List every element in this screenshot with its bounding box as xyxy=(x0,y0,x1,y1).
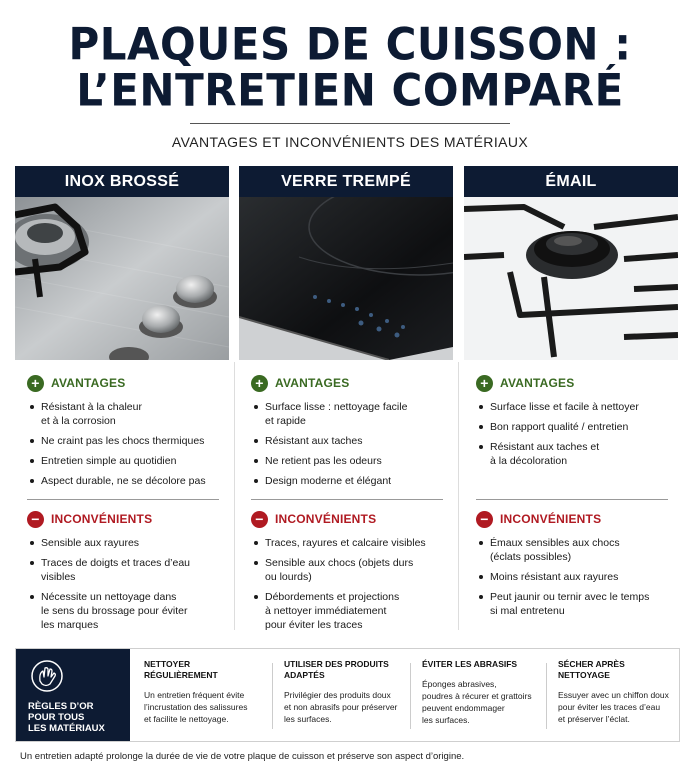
list-item-line: Résistant aux taches xyxy=(265,435,363,447)
column-title: VERRE TREMPÉ xyxy=(239,166,453,197)
golden-rule-text-line: les surfaces. xyxy=(422,715,470,725)
enamel-cooktop-photo xyxy=(464,197,678,360)
list-item xyxy=(27,556,227,584)
list-item xyxy=(251,454,451,468)
list-item-line: si mal entretenu xyxy=(490,605,565,617)
pros-heading xyxy=(476,374,676,392)
subtitle: AVANTAGES ET INCONVÉNIENTS DES MATÉRIAUX xyxy=(171,134,529,150)
golden-rule-text-line: l’incrustation des salissures xyxy=(144,702,248,712)
list-item xyxy=(27,474,227,488)
inox-cooktop-photo xyxy=(15,197,229,360)
page-title xyxy=(0,18,700,117)
pros-section xyxy=(251,374,451,494)
column-title: INOX BROSSÉ xyxy=(15,166,229,197)
list-item xyxy=(27,434,227,448)
section-label: INCONVÉNIENTS xyxy=(500,512,602,526)
golden-rule-text-line: poudres à récurer et grattoirs xyxy=(422,691,532,701)
pros-section xyxy=(27,374,227,494)
list-item xyxy=(251,536,451,550)
golden-rules-band xyxy=(15,648,680,742)
golden-rule-title-line: ADAPTÉS xyxy=(284,670,325,680)
list-item-line: Traces, rayures et calcaire visibles xyxy=(265,537,426,549)
section-separator xyxy=(251,499,443,500)
list-item-line: Résistant aux taches et xyxy=(490,441,600,453)
list-item-line: Design moderne et élégant xyxy=(265,475,392,487)
golden-rule-text-line: Essuyer avec un chiffon doux xyxy=(558,690,669,700)
list-item-line: Surface lisse et facile à nettoyer xyxy=(490,401,639,413)
golden-rule-text-line: et non abrasifs pour préserver xyxy=(284,702,398,712)
list-item-line: Ne retient pas les odeurs xyxy=(265,455,382,467)
list-item-line: Sensible aux chocs (objets durs xyxy=(265,557,414,569)
list-item xyxy=(476,440,676,468)
golden-rule-text-line: et préserver l’éclat. xyxy=(558,714,630,724)
cons-list xyxy=(251,536,451,632)
golden-rule-title xyxy=(558,659,670,681)
list-item-line: visibles xyxy=(41,571,76,583)
footer-note: Un entretien adapté prolonge la durée de vie de votre plaque de cuisson et préserve son aspect d’origine. xyxy=(20,751,465,762)
list-item xyxy=(251,556,451,584)
pros-list xyxy=(476,400,676,468)
glass-cooktop-photo xyxy=(239,197,453,360)
golden-rule-title xyxy=(284,659,400,681)
title-line-2: L’ENTRETIEN COMPARÉ xyxy=(76,64,624,117)
title-rule xyxy=(190,123,510,124)
list-item-line: Peut jaunir ou ternir avec le temps xyxy=(490,591,650,603)
golden-rule-title-line: ÉVITER LES ABRASIFS xyxy=(422,659,518,669)
list-item-line: pour éviter les traces xyxy=(265,619,363,631)
list-item xyxy=(251,434,451,448)
list-item-line: Nécessite un nettoyage dans xyxy=(41,591,177,603)
list-item-line: le sens du brossage pour éviter xyxy=(41,605,188,617)
column-title: ÉMAIL xyxy=(464,166,678,197)
list-item-line: Aspect durable, ne se décolore pas xyxy=(41,475,206,487)
golden-rule-text xyxy=(144,689,262,725)
plus-circle-icon: + xyxy=(251,375,268,392)
list-item-line: Traces de doigts et traces d’eau xyxy=(41,557,191,569)
golden-rule-text-line: Privilégier des produits doux xyxy=(284,690,391,700)
golden-rule-text-line: pour éviter les traces d’eau xyxy=(558,702,661,712)
golden-rule-separator xyxy=(410,663,411,729)
golden-rule-text-line: peuvent endommager xyxy=(422,703,505,713)
list-item-line: et rapide xyxy=(265,415,306,427)
list-item xyxy=(251,400,451,428)
golden-rules-label: RÈGLES D’OR POUR TOUS LES MATÉRIAUX xyxy=(28,701,105,734)
golden-rule-separator xyxy=(272,663,273,729)
list-item-line: à la décoloration xyxy=(490,455,568,467)
list-item xyxy=(27,590,227,632)
list-item-line: et à la corrosion xyxy=(41,415,116,427)
list-item-line: Ne craint pas les chocs thermiques xyxy=(41,435,205,447)
golden-rule-title xyxy=(144,659,262,681)
list-item-line: Entretien simple au quotidien xyxy=(41,455,177,467)
golden-rule-title-line: NETTOYER RÉGULIÈREMENT xyxy=(144,659,218,680)
list-item-line: (éclats possibles) xyxy=(490,551,572,563)
list-item-line: à nettoyer immédiatement xyxy=(265,605,387,617)
plus-circle-icon: + xyxy=(27,375,44,392)
pros-list xyxy=(27,400,227,488)
golden-rule-separator xyxy=(546,663,547,729)
pros-section xyxy=(476,374,676,474)
list-item-line: Sensible aux rayures xyxy=(41,537,140,549)
golden-rule-text xyxy=(422,678,536,726)
list-item xyxy=(476,420,676,434)
list-item-line: ou lourds) xyxy=(265,571,312,583)
pros-list xyxy=(251,400,451,488)
list-item xyxy=(27,454,227,468)
list-item xyxy=(476,400,676,414)
pros-heading xyxy=(27,374,227,392)
cons-heading xyxy=(476,510,676,528)
cons-section xyxy=(27,510,227,638)
list-item xyxy=(251,474,451,488)
section-label: AVANTAGES xyxy=(51,376,126,390)
cons-heading xyxy=(251,510,451,528)
list-item xyxy=(476,590,676,618)
section-label: INCONVÉNIENTS xyxy=(275,512,377,526)
golden-rules-label-box xyxy=(16,649,130,741)
title-line-1: PLAQUES DE CUISSON : xyxy=(68,18,632,71)
golden-rule-text-line: et facilite le nettoyage. xyxy=(144,714,229,724)
list-item-line: Moins résistant aux rayures xyxy=(490,571,619,583)
list-item xyxy=(27,536,227,550)
golden-rule xyxy=(132,649,272,741)
list-item-line: Résistant à la chaleur xyxy=(41,401,142,413)
golden-rule xyxy=(272,649,410,741)
plus-circle-icon: + xyxy=(476,375,493,392)
section-label: AVANTAGES xyxy=(275,376,350,390)
pros-heading xyxy=(251,374,451,392)
column-verre xyxy=(239,166,453,360)
column-email xyxy=(464,166,678,360)
cons-list xyxy=(476,536,676,618)
golden-rule-title-line: UTILISER DES PRODUITS xyxy=(284,659,389,669)
list-item-line: les marques xyxy=(41,619,99,631)
cons-section xyxy=(476,510,676,624)
column-divider xyxy=(234,362,235,630)
list-item-line: Bon rapport qualité / entretien xyxy=(490,421,629,433)
section-separator xyxy=(27,499,219,500)
golden-rule-text xyxy=(284,689,400,725)
list-item-line: Débordements et projections xyxy=(265,591,400,603)
list-item xyxy=(476,570,676,584)
golden-rule-text xyxy=(558,689,670,725)
list-item-line: Émaux sensibles aux chocs xyxy=(490,537,620,549)
cons-list xyxy=(27,536,227,632)
section-label: AVANTAGES xyxy=(500,376,575,390)
golden-rule-title-line: SÉCHER APRÈS NETTOYAGE xyxy=(558,659,625,680)
golden-rule-text-line: Un entretien fréquent évite xyxy=(144,690,245,700)
golden-rule-text-line: Éponges abrasives, xyxy=(422,679,497,689)
column-inox xyxy=(15,166,229,360)
golden-rule-title xyxy=(422,659,536,670)
golden-rule-text-line: les surfaces. xyxy=(284,714,332,724)
minus-circle-icon: − xyxy=(476,511,493,528)
list-item xyxy=(251,590,451,632)
golden-rule xyxy=(546,649,680,741)
cons-section xyxy=(251,510,451,638)
column-divider xyxy=(458,362,459,630)
golden-rule xyxy=(410,649,546,741)
cleaning-hand-icon xyxy=(30,659,64,693)
section-separator xyxy=(476,499,668,500)
section-label: INCONVÉNIENTS xyxy=(51,512,153,526)
list-item-line: Surface lisse : nettoyage facile xyxy=(265,401,408,413)
minus-circle-icon: − xyxy=(27,511,44,528)
cons-heading xyxy=(27,510,227,528)
list-item xyxy=(27,400,227,428)
minus-circle-icon: − xyxy=(251,511,268,528)
list-item xyxy=(476,536,676,564)
